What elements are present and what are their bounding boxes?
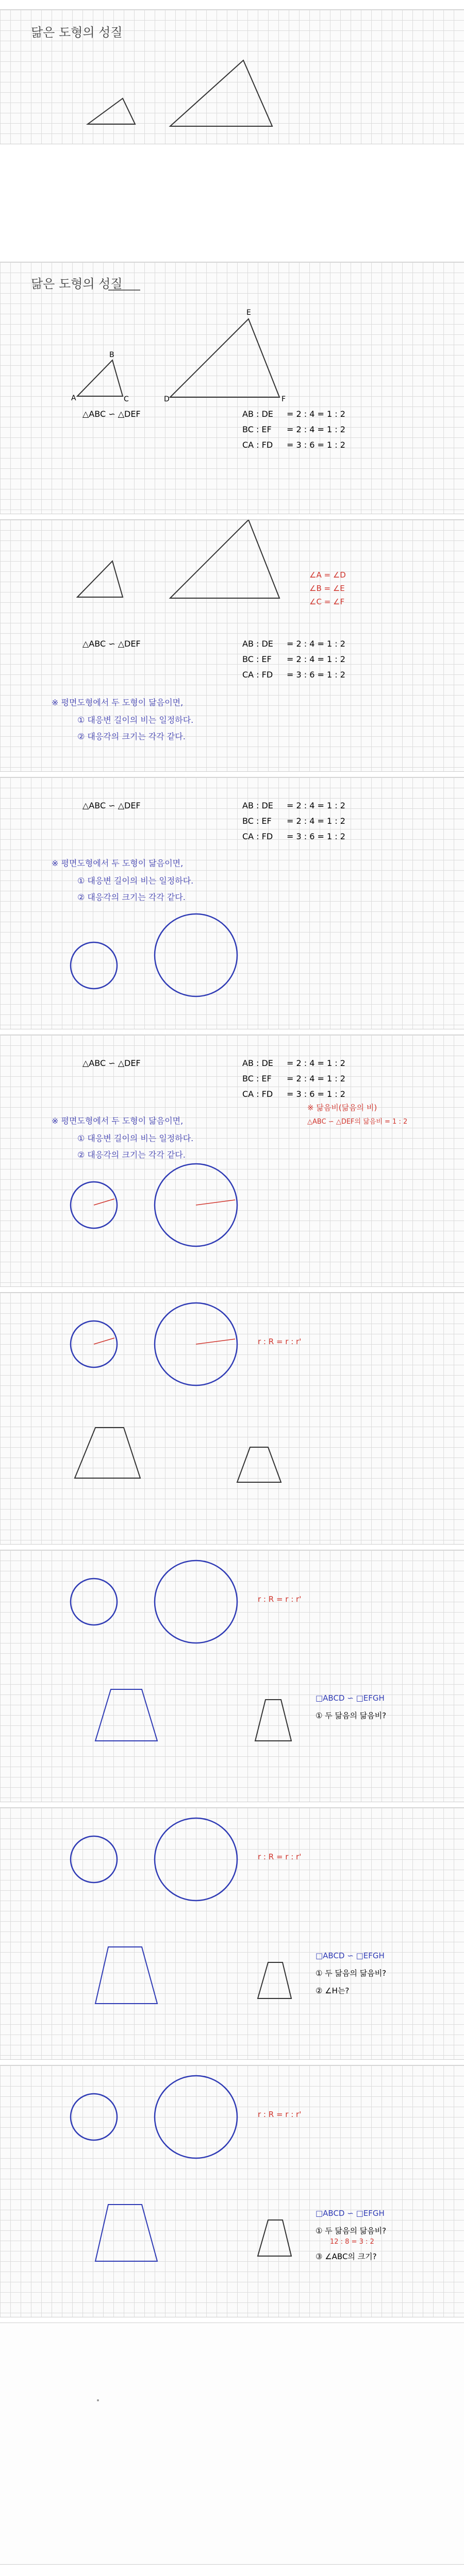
ratio-1-value: = 2 : 4 = 1 : 2 [287, 1058, 345, 1068]
trapezoid-abcd [75, 1428, 140, 1478]
radius-ratio: r : R = r : r' [258, 1337, 302, 1346]
ratio-2-label: BC : EF [242, 816, 272, 826]
small-circle [71, 2094, 117, 2140]
label-c: C [124, 395, 129, 403]
congruent-text: △ABC ∽ △DEF [82, 801, 141, 810]
slide-3 [0, 519, 464, 772]
ratio-2-label: BC : EF [242, 1074, 272, 1083]
plane-title: ※ 평면도형에서 두 도형이 닮음이면, [52, 858, 184, 868]
small-circle [71, 1836, 117, 1883]
trapezoid-efgh [255, 1700, 291, 1741]
label-e: E [246, 309, 251, 317]
ratio-2-label: BC : EF [242, 654, 272, 664]
ratio-1-value: = 2 : 4 = 1 : 2 [287, 409, 345, 419]
plane-rule-1: ① 대응변 길이의 비는 일정하다. [77, 715, 194, 725]
large-triangle [170, 60, 272, 126]
trapezoid-efgh [258, 2220, 291, 2256]
slide-1 [0, 9, 464, 144]
slide-3-drawing [0, 520, 464, 772]
plane-rule-2: ② 대응각의 크기는 각각 같다. [77, 732, 186, 741]
slide-7 [0, 1550, 464, 1802]
slide-8 [0, 1807, 464, 2060]
small-radius [94, 1338, 114, 1344]
slide-5-drawing [0, 1035, 464, 1287]
trap-title: □ABCD ∽ □EFGH [316, 1693, 385, 1703]
radius-ratio: r : R = r : r' [258, 2110, 302, 2119]
radius-ratio: r : R = r : r' [258, 1852, 302, 1861]
large-circle [155, 1561, 237, 1643]
slide-10-drawing [0, 2323, 464, 2565]
small-circle [71, 942, 117, 989]
slide-4 [0, 777, 464, 1029]
similarity-ratio: ※ 닮음비(닮음의 비) [307, 1103, 377, 1112]
ratio-1-label: AB : DE [242, 639, 273, 649]
large-circle [155, 2076, 237, 2158]
ratio-2-value: = 2 : 4 = 1 : 2 [287, 654, 345, 664]
large-radius [196, 1339, 235, 1344]
trap-answer: 12 : 8 = 3 : 2 [330, 2238, 374, 2246]
ratio-3-value: = 3 : 6 = 1 : 2 [287, 1089, 345, 1099]
plane-rule-2: ② 대응각의 크기는 각각 같다. [77, 1150, 186, 1160]
triangle-abc [77, 561, 123, 597]
trap-question-2: ② ∠H는? [316, 1986, 350, 1995]
ratio-1-value: = 2 : 4 = 1 : 2 [287, 801, 345, 810]
trap-question-1: ① 두 닮음의 닮음비? [316, 2226, 387, 2235]
slide-1-drawing [0, 10, 464, 144]
angle-2: ∠B = ∠E [309, 584, 345, 593]
small-triangle [88, 98, 135, 124]
label-f: F [281, 395, 286, 403]
trapezoid-abcd [95, 1947, 157, 2004]
large-circle [155, 914, 237, 996]
triangle-abc [77, 360, 123, 396]
slide-6-drawing [0, 1293, 464, 1545]
trapezoid-efgh [237, 1447, 281, 1482]
triangle-def [170, 520, 279, 598]
slide-7-drawing [0, 1550, 464, 1802]
slide-5 [0, 1035, 464, 1287]
angle-3: ∠C = ∠F [309, 597, 345, 606]
congruent-text: △ABC ∽ △DEF [82, 639, 141, 649]
slide-title: 닮은 도형의 성질 [31, 25, 123, 40]
ratio-2-value: = 2 : 4 = 1 : 2 [287, 816, 345, 826]
ratio-3-label: CA : FD [242, 832, 273, 841]
ratio-1-label: AB : DE [242, 801, 273, 810]
trap-title: □ABCD ∽ □EFGH [316, 1951, 385, 1960]
label-d: D [164, 395, 170, 403]
plane-rule-2: ② 대응각의 크기는 각각 같다. [77, 892, 186, 902]
trapezoid-efgh [258, 1962, 291, 1998]
slide-9 [0, 2065, 464, 2317]
plane-title: ※ 평면도형에서 두 도형이 닮음이면, [52, 698, 184, 707]
congruent-text: △ABC ∽ △DEF [82, 1058, 141, 1068]
slide-10 [0, 2323, 464, 2565]
ratio-3-label: CA : FD [242, 440, 273, 450]
slide-9-drawing [0, 2065, 464, 2317]
ratio-1-value: = 2 : 4 = 1 : 2 [287, 639, 345, 649]
ratio-2-label: BC : EF [242, 425, 272, 434]
ratio-2-value: = 2 : 4 = 1 : 2 [287, 425, 345, 434]
trap-question-1: ① 두 닮음의 닮음비? [316, 1969, 387, 1978]
large-radius [196, 1200, 235, 1205]
label-b: B [109, 351, 114, 359]
slide-2 [0, 262, 464, 514]
ratio-3-label: CA : FD [242, 1089, 273, 1099]
trap-title: □ABCD ∽ □EFGH [316, 2209, 385, 2218]
plane-rule-1: ① 대응변 길이의 비는 일정하다. [77, 876, 194, 886]
ratio-3-value: = 3 : 6 = 1 : 2 [287, 832, 345, 841]
trapezoid-abcd [95, 2205, 157, 2261]
slide-4-drawing [0, 777, 464, 1029]
triangle-def [170, 319, 279, 397]
trapezoid-abcd [95, 1689, 157, 1741]
ratio-3-value: = 3 : 6 = 1 : 2 [287, 670, 345, 680]
slide-6 [0, 1292, 464, 1545]
radius-ratio: r : R = r : r' [258, 1595, 302, 1604]
slide-8-drawing [0, 1808, 464, 2060]
label-a: A [71, 394, 76, 402]
trap-question-1: ① 두 닮음의 닮음비? [316, 1711, 387, 1720]
stray-mark [97, 2399, 99, 2401]
large-circle [155, 1818, 237, 1901]
ratio-3-label: CA : FD [242, 670, 273, 680]
ratio-3-value: = 3 : 6 = 1 : 2 [287, 440, 345, 450]
plane-rule-1: ① 대응변 길이의 비는 일정하다. [77, 1133, 194, 1143]
similarity-detail: △ABC ∽ △DEF의 닮음비 = 1 : 2 [307, 1118, 408, 1126]
trap-question-3: ③ ∠ABC의 크기? [316, 2252, 377, 2261]
small-circle [71, 1579, 117, 1625]
congruent-text: △ABC ∽ △DEF [82, 409, 141, 419]
ratio-2-value: = 2 : 4 = 1 : 2 [287, 1074, 345, 1083]
ratio-1-label: AB : DE [242, 409, 273, 419]
ratio-1-label: AB : DE [242, 1058, 273, 1068]
small-radius [94, 1199, 114, 1205]
plane-title: ※ 평면도형에서 두 도형이 닮음이면, [52, 1116, 184, 1126]
slide-title: 닮은 도형의 성질 [31, 277, 123, 291]
angle-1: ∠A = ∠D [309, 570, 346, 580]
slide-2-drawing [0, 262, 464, 514]
